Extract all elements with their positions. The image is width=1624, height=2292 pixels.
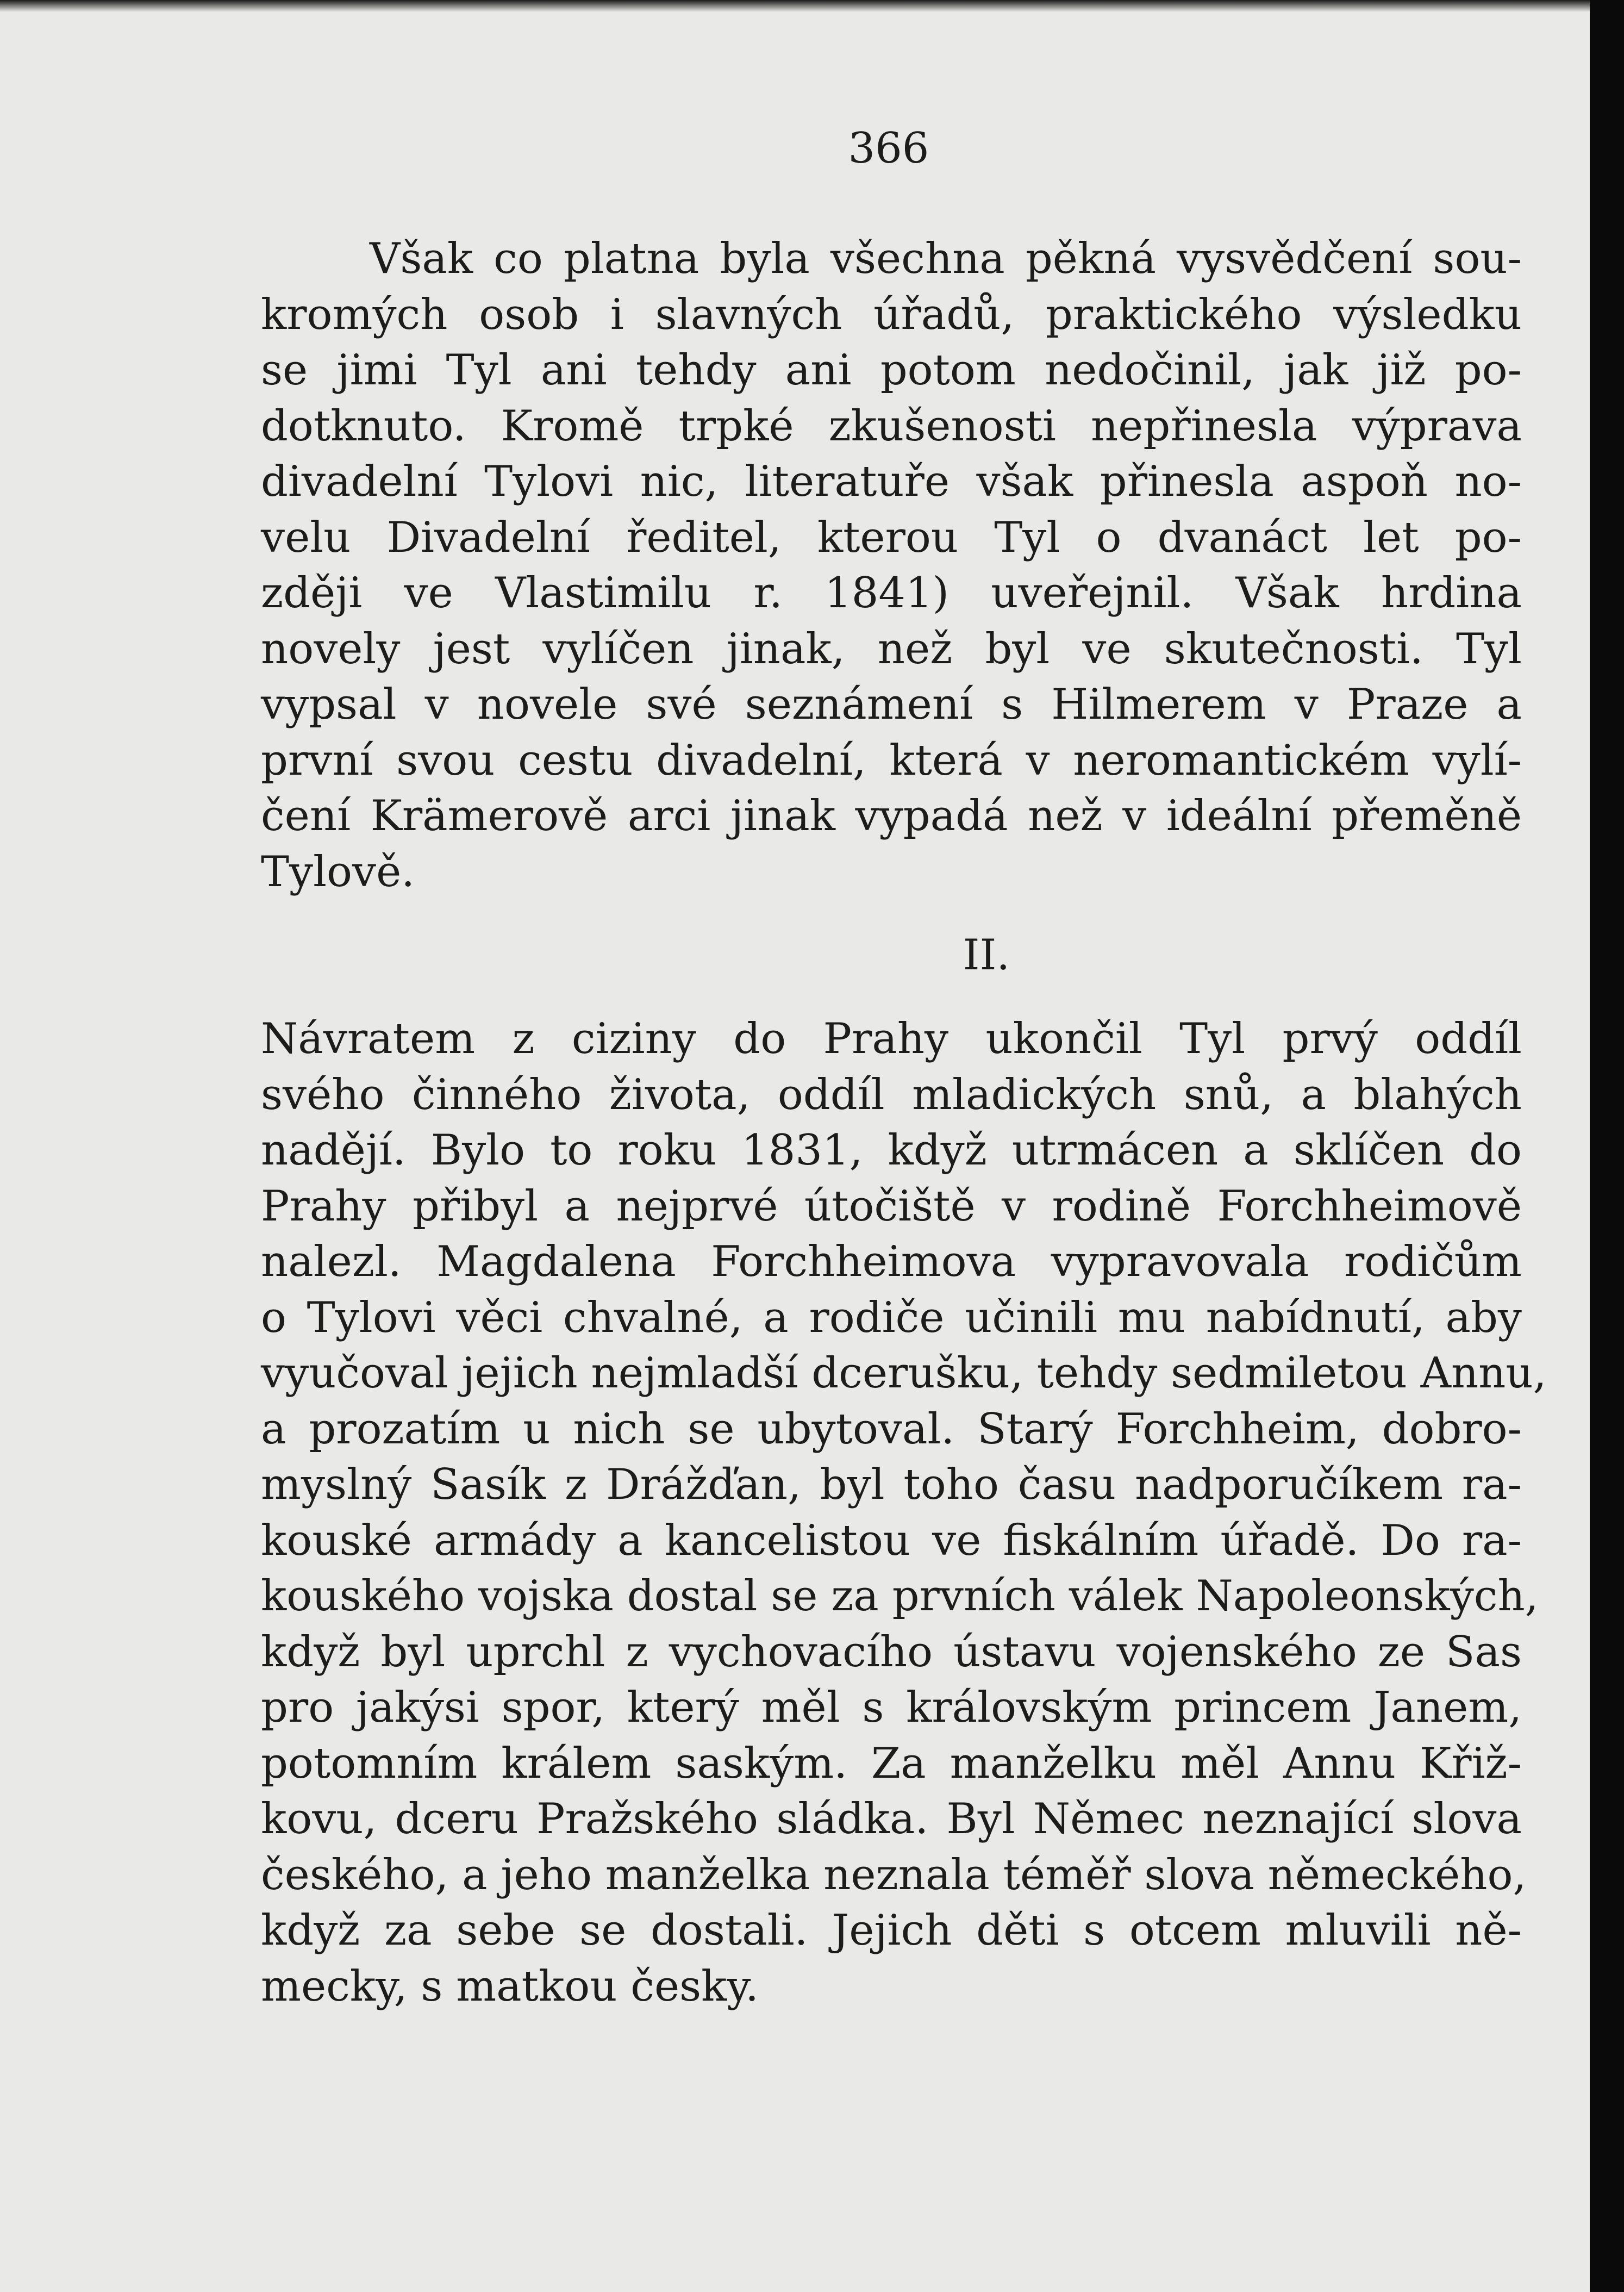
text-line: nalezl. Magdalena Forchheimova vypravovala rodičům	[261, 1237, 1522, 1286]
text-line: mecky, s matkou česky.	[261, 1961, 759, 2011]
text-line: se jimi Tyl ani tehdy ani potom nedočinil, jak již po-	[261, 346, 1522, 395]
text-line: divadelní Tylovi nic, literatuře však přinesla aspoň no-	[261, 457, 1522, 506]
text-line: o Tylovi věci chvalné, a rodiče učinili mu nabídnutí, aby	[261, 1293, 1522, 1342]
text-line: když byl uprchl z vychovacího ústavu vojenského ze Sas	[261, 1627, 1522, 1677]
text-line: kouského vojska dostal se za prvních válek Napoleonských,	[261, 1572, 1539, 1621]
text-line: pro jakýsi spor, který měl s královským princem Janem,	[261, 1683, 1522, 1732]
page-body	[261, 231, 1547, 2014]
text-line: českého, a jeho manželka neznala téměř slova německého,	[261, 1850, 1527, 1899]
text-line: Návratem z ciziny do Prahy ukončil Tyl prvý oddíl	[261, 1014, 1522, 1063]
text-line: Tylově.	[261, 847, 415, 896]
text-line: zději ve Vlastimilu r. 1841) uveřejnil. Však hrdina	[261, 569, 1522, 618]
text-line: Však co platna byla všechna pěkná vysvědčení sou-	[370, 234, 1522, 283]
text-line: vyučoval jejich nejmladší dcerušku, tehdy sedmiletou Annu,	[261, 1349, 1547, 1398]
text-line: kromých osob i slavných úřadů, praktického výsledku	[261, 290, 1522, 339]
text-line: dotknuto. Kromě trpké zkušenosti nepřinesla výprava	[261, 401, 1522, 451]
scan-top-edge	[0, 0, 1590, 12]
text-line: potomním králem saským. Za manželku měl Annu Křiž-	[261, 1739, 1522, 1788]
text-line: kouské armády a kancelistou ve fiskálním úřadě. Do ra-	[261, 1516, 1522, 1565]
paragraph-2	[261, 1011, 1547, 2014]
section-heading: II.	[963, 931, 1010, 980]
text-line: vypsal v novele své seznámení s Hilmerem v Praze a	[261, 680, 1522, 729]
text-line: první svou cestu divadelní, která v neromantickém vylí-	[261, 736, 1522, 785]
text-line: svého činného života, oddíl mladických snů, a blahých	[261, 1070, 1522, 1119]
text-line: kovu, dceru Pražského sládka. Byl Němec neznající slova	[261, 1795, 1522, 1843]
text-line: a prozatím u nich se ubytoval. Starý Forchheim, dobro-	[261, 1404, 1522, 1454]
text-line: čení Krämerově arci jinak vypadá než v ideální přeměně	[261, 792, 1522, 840]
scan-right-edge	[1590, 0, 1624, 2292]
text-line: velu Divadelní ředitel, kterou Tyl o dvanáct let po-	[261, 513, 1522, 562]
text-line: nadějí. Bylo to roku 1831, když utrmácen a sklíčen do	[261, 1126, 1522, 1175]
paragraph-1	[261, 231, 1522, 900]
text-line: myslný Sasík z Drážďan, byl toho času nadporučíkem ra-	[261, 1460, 1522, 1509]
text-line: novely jest vylíčen jinak, než byl ve skutečnosti. Tyl	[261, 624, 1522, 674]
page-number: 366	[848, 124, 929, 173]
text-line: když za sebe se dostali. Jejich děti s otcem mluvili ně-	[261, 1906, 1522, 1955]
text-line: Prahy přibyl a nejprvé útočiště v rodině Forchheimově	[261, 1181, 1522, 1231]
